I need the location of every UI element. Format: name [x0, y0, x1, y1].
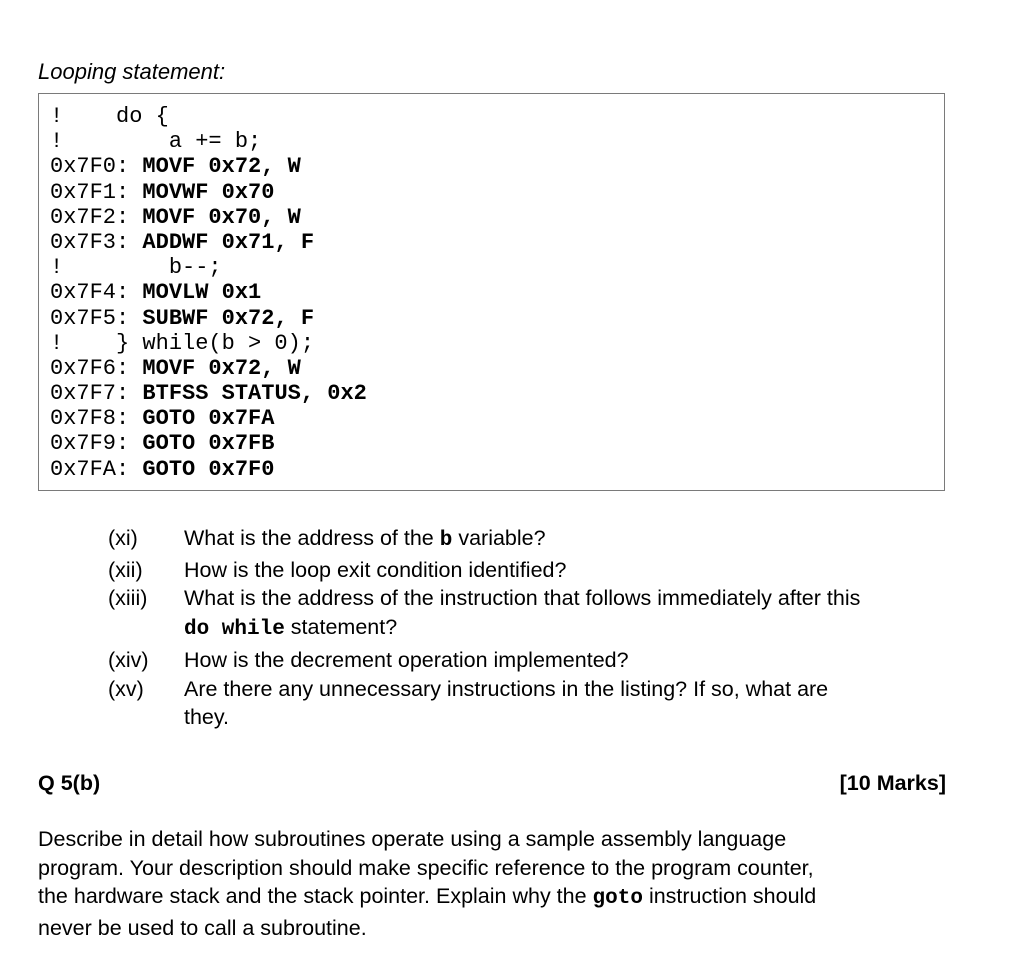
paragraph-line: never be used to call a subroutine. — [38, 915, 367, 940]
question-number: (xii) — [108, 557, 143, 582]
marks-label: [10 Marks] — [839, 771, 946, 795]
question-label: Q 5(b) — [38, 771, 101, 795]
inline-code: b — [439, 529, 453, 552]
code-line: 0x7F8: GOTO 0x7FA — [50, 406, 275, 432]
question-number: (xiii) — [108, 586, 148, 610]
code-line: 0x7F2: MOVF 0x70, W — [50, 204, 301, 230]
question-text: How is the decrement operation implemented? — [184, 648, 629, 672]
question-xiii — [108, 584, 860, 644]
question-text: Are there any unnecessary instructions in the listing? If so, what are — [184, 676, 829, 701]
question-xiv — [108, 646, 860, 675]
inline-code: do while — [184, 617, 285, 641]
question-number: (xiv) — [108, 648, 149, 672]
question-list — [108, 524, 860, 732]
question-xii — [108, 556, 860, 585]
code-listing-box — [38, 93, 945, 491]
question-text: variable? — [452, 526, 546, 550]
code-line: 0x7F4: MOVLW 0x1 — [50, 280, 262, 306]
code-line: 0x7F5: SUBWF 0x72, F — [50, 305, 315, 331]
question-paragraph — [38, 825, 816, 942]
code-line: 0x7FA: GOTO 0x7F0 — [50, 456, 275, 482]
code-listing — [50, 104, 367, 482]
code-line: 0x7F1: MOVWF 0x70 — [50, 179, 275, 205]
inline-code: goto — [592, 887, 643, 910]
question-xv — [108, 675, 860, 732]
question-heading — [38, 771, 946, 796]
question-text: What is the address of the — [184, 526, 440, 550]
code-line: ! do { — [50, 104, 169, 129]
question-number: (xi) — [108, 526, 138, 550]
code-line: ! } while(b > 0); — [50, 330, 315, 356]
code-line: ! b--; — [50, 255, 222, 281]
question-text: What is the address of the instruction that follows immediately after this — [184, 586, 861, 610]
question-text: statement? — [284, 614, 398, 639]
paragraph-line: program. Your description should make specific reference to the program counter, — [38, 855, 814, 880]
question-xi — [108, 524, 860, 556]
question-text: How is the loop exit condition identified? — [184, 557, 567, 582]
question-number: (xv) — [108, 676, 144, 701]
code-line: ! a += b; — [50, 129, 262, 155]
code-line: 0x7F9: GOTO 0x7FB — [50, 431, 275, 457]
code-line: 0x7F6: MOVF 0x72, W — [50, 355, 301, 381]
code-line: 0x7F7: BTFSS STATUS, 0x2 — [50, 381, 367, 407]
code-line: 0x7F3: ADDWF 0x71, F — [50, 229, 315, 255]
paragraph-line: the hardware stack and the stack pointer. Explain why the goto instruction should — [38, 884, 817, 910]
question-text: they. — [184, 705, 230, 729]
section-title: Looping statement: — [38, 59, 226, 84]
paragraph-line: Describe in detail how subroutines operate using a sample assembly language — [38, 827, 787, 851]
code-line: 0x7F0: MOVF 0x72, W — [50, 154, 301, 180]
